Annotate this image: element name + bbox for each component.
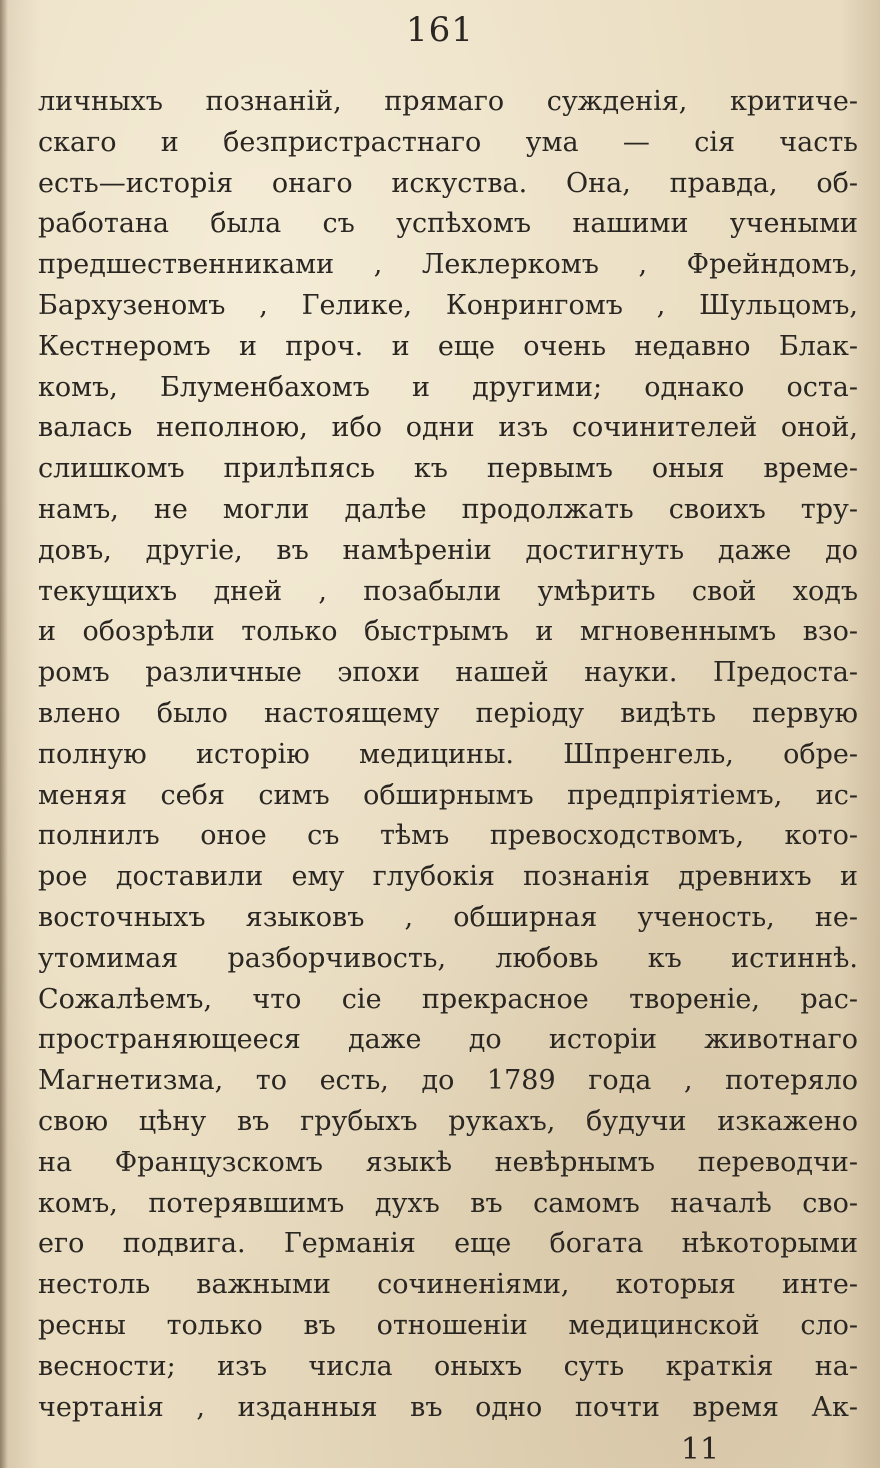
text-line: предшественниками , Леклеркомъ , Фрейндомъ, <box>38 249 858 281</box>
text-line: полнилъ оное съ тѣмъ превосходствомъ, кото- <box>38 820 858 852</box>
text-line: чертанія , изданныя въ одно почти время Ак- <box>38 1391 858 1423</box>
text-line: валась неполною, ибо одни изъ сочинителей оной, <box>38 412 858 444</box>
text-line: комъ, Блуменбахомъ и другими; однако оста- <box>38 371 858 403</box>
text-line: довъ, другіе, въ намѣреніи достигнуть даже до <box>38 534 858 566</box>
text-line: весности; изъ числа оныхъ суть краткія на- <box>38 1350 858 1382</box>
text-line: слишкомъ прилѣпясь къ первымъ оныя време- <box>38 453 858 485</box>
text-line: Бархузеномъ , Гелике, Конрингомъ , Шульцомъ, <box>38 289 858 321</box>
text-line: меняя себя симъ обширнымъ предпріятіемъ, ис- <box>38 779 858 811</box>
text-line: текущихъ дней , позабыли умѣрить свой ходъ <box>38 575 858 607</box>
text-line: ресны только въ отношеніи медицинской сло- <box>38 1309 858 1341</box>
text-line: комъ, потерявшимъ духъ въ самомъ началѣ сво- <box>38 1187 858 1219</box>
text-line: Сожалѣемъ, что сіе прекрасное твореніе, рас- <box>38 983 858 1015</box>
text-line: Кестнеромъ и проч. и еще очень недавно Блак- <box>38 330 858 362</box>
page-number: 161 <box>406 10 474 50</box>
text-line: ромъ различные эпохи нашей науки. Предоста- <box>38 657 858 689</box>
text-line: намъ, не могли далѣе продолжать своихъ тру- <box>38 493 858 525</box>
text-line: скаго и безпристрастнаго ума — сія часть <box>38 126 858 158</box>
text-line: восточныхъ языковъ , обширная ученость, не- <box>38 901 858 933</box>
text-line: личныхъ познаній, прямаго сужденія, критиче- <box>38 86 858 117</box>
text-line: есть—исторія онаго искуства. Она, правда, об- <box>38 167 858 199</box>
text-line: утомимая разборчивость, любовь къ истиннѣ. <box>38 942 858 974</box>
text-line: на Французскомъ языкѣ невѣрнымъ переводчи- <box>38 1146 858 1178</box>
text-line: работана была съ успѣхомъ нашими учеными <box>38 208 858 240</box>
body-text <box>38 82 858 1428</box>
text-line: и обозрѣли только быстрымъ и мгновеннымъ взо- <box>38 616 858 648</box>
text-line: его подвига. Германія еще богата нѣкоторыми <box>38 1228 858 1260</box>
text-line: рое доставили ему глубокія познанія древнихъ и <box>38 861 858 893</box>
text-line: влено было настоящему періоду видѣть первую <box>38 697 858 729</box>
binding-edge <box>0 0 8 1468</box>
text-line: свою цѣну въ грубыхъ рукахъ, будучи изкажено <box>38 1105 858 1137</box>
signature-mark: 11 <box>680 1432 720 1467</box>
text-line: пространяющееся даже до исторіи животнаго <box>38 1024 858 1056</box>
text-line: Магнетизма, то есть, до 1789 года , потеряло <box>38 1065 858 1097</box>
text-line: нестоль важными сочиненіями, которыя инте- <box>38 1269 858 1301</box>
text-line: полную исторію медицины. Шпренгель, обре- <box>38 738 858 770</box>
